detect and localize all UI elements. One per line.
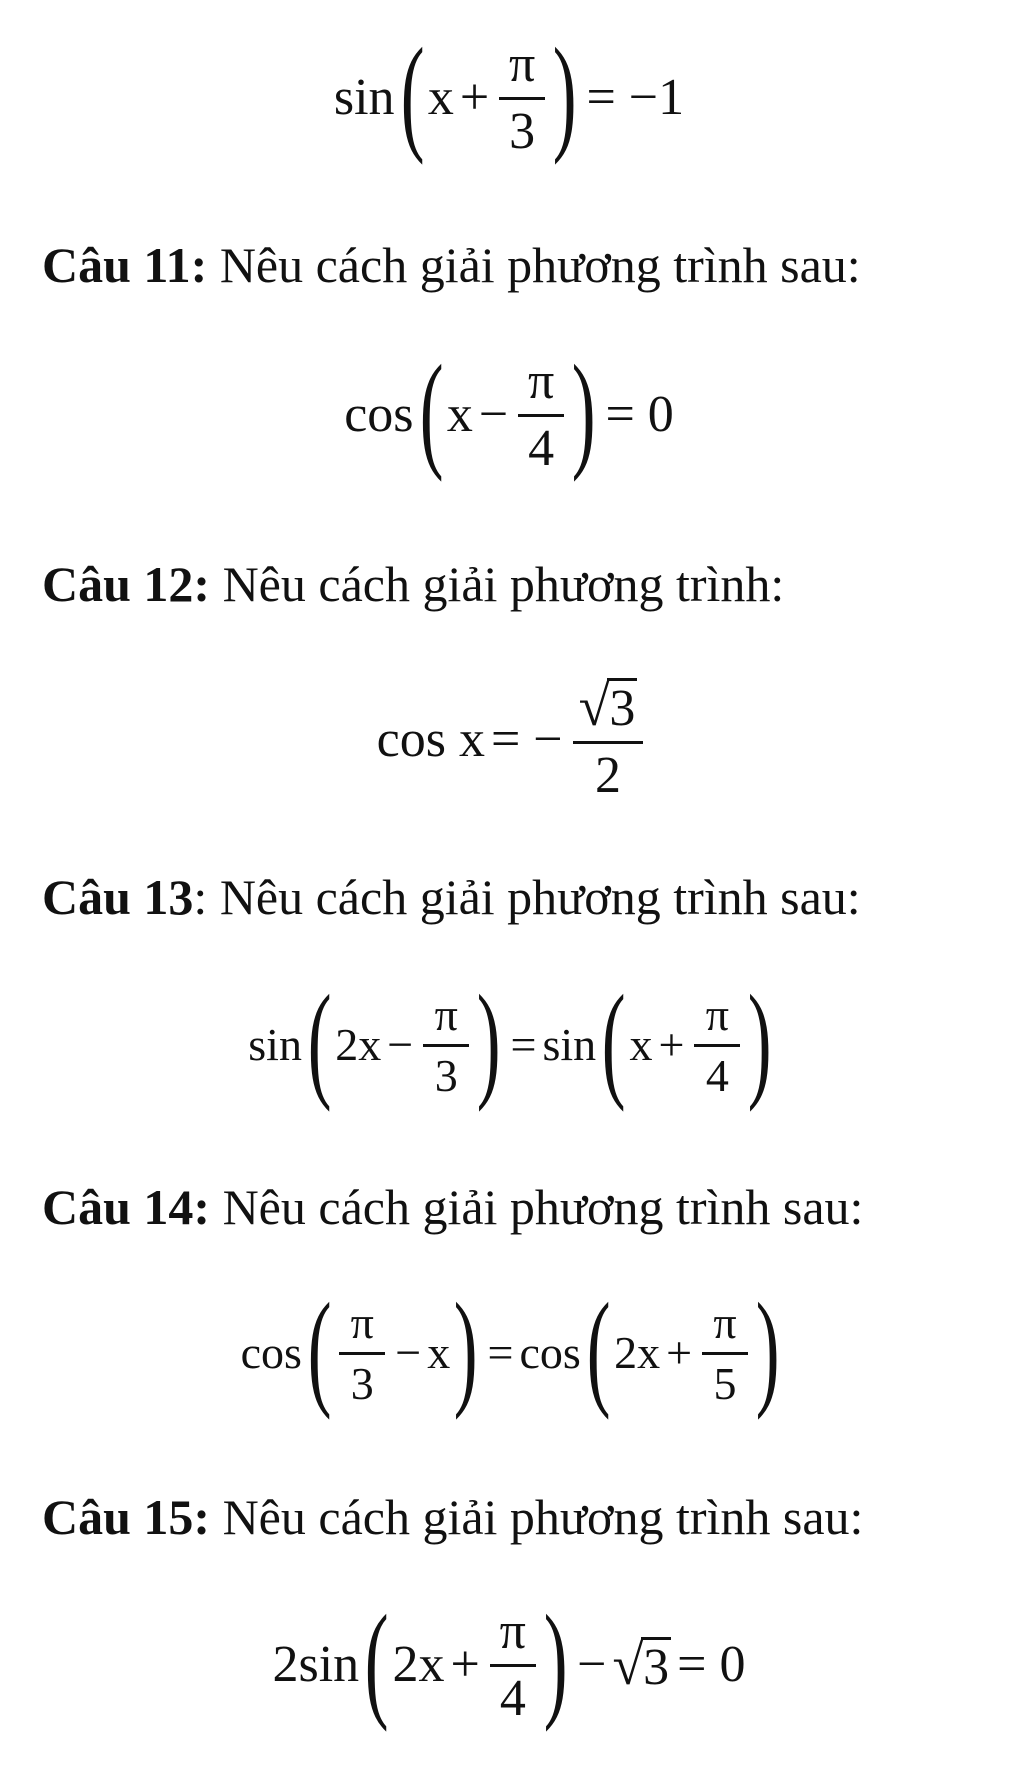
- function-name: cos: [519, 1327, 581, 1378]
- question-label: Câu 14:: [42, 1179, 211, 1235]
- question-label: Câu 12:: [42, 556, 211, 612]
- denominator: 4: [528, 419, 555, 477]
- equation-2sin-2x-plus-pi-4-minus-sqrt3: [0, 1589, 1024, 1735]
- question-14: [42, 1180, 863, 1235]
- fraction: [518, 352, 564, 477]
- question-11: [42, 238, 861, 293]
- equation-sin-x-plus-pi-3: [0, 22, 1024, 168]
- fraction: [499, 35, 545, 160]
- equals-sign: =: [510, 1019, 537, 1070]
- denominator: 2: [594, 747, 621, 804]
- argument: x: [629, 1019, 653, 1070]
- variable: x: [427, 1327, 451, 1378]
- equals-sign: =: [487, 1327, 514, 1378]
- question-label: Câu 13: [42, 869, 194, 925]
- right-paren: ): [552, 22, 577, 166]
- equation-cos-pi-3-minus-x-eq-cos-2x-plus-pi-5: [0, 1277, 1024, 1423]
- fraction: [339, 1296, 385, 1409]
- function-name: cos: [240, 1327, 302, 1378]
- left-paren: (: [586, 1277, 611, 1421]
- square-root: [612, 1634, 671, 1697]
- argument: 2x: [392, 1636, 445, 1693]
- numerator: π: [423, 992, 469, 1047]
- operator: −: [478, 386, 509, 443]
- left-paren: (: [400, 22, 425, 166]
- square-root: [578, 676, 638, 738]
- right-paren: ): [571, 339, 596, 483]
- operator: −: [577, 1636, 607, 1693]
- left-paren: (: [419, 339, 444, 483]
- radical-sign: √: [612, 1634, 644, 1697]
- radicand: 3: [643, 1638, 670, 1696]
- right-paren: ): [748, 969, 772, 1113]
- fraction: [490, 1602, 536, 1727]
- left-paren: (: [364, 1589, 389, 1733]
- right-hand-side: = −1: [586, 69, 685, 126]
- denominator: 5: [713, 1357, 737, 1409]
- question-text: Nêu cách giải phương trình sau:: [207, 237, 861, 293]
- argument: 2x: [335, 1019, 382, 1070]
- question-13: [42, 870, 861, 925]
- question-label: Câu 15:: [42, 1489, 211, 1545]
- fraction: [694, 988, 740, 1101]
- left-hand-side: cos x: [376, 711, 485, 768]
- equation-cos-x-minus-pi-4: [0, 339, 1024, 485]
- left-paren: (: [307, 969, 332, 1113]
- operator: +: [450, 1636, 480, 1693]
- equation-cos-x-minus-sqrt3-over-2: [0, 670, 1024, 810]
- function-name: sin: [248, 1019, 302, 1070]
- function-name: sin: [333, 69, 395, 126]
- question-text: Nêu cách giải phương trình sau:: [210, 1489, 864, 1545]
- numerator: π: [499, 39, 545, 100]
- question-text: Nêu cách giải phương trình:: [210, 556, 785, 612]
- numerator: π: [518, 356, 564, 417]
- left-paren: (: [307, 1277, 332, 1421]
- right-paren: ): [755, 1277, 780, 1421]
- fraction: [702, 1296, 748, 1409]
- equation-sin-2x-minus-pi-3-eq-sin-x-plus-pi-4: [0, 969, 1024, 1115]
- argument: 2x: [614, 1327, 661, 1378]
- radicand: 3: [609, 680, 636, 737]
- right-hand-side: = 0: [677, 1636, 746, 1693]
- radical-sign: √: [578, 676, 610, 738]
- numerator: π: [694, 992, 740, 1047]
- fraction: [423, 988, 469, 1101]
- left-paren: (: [601, 969, 626, 1113]
- operator: +: [459, 69, 490, 126]
- operator: −: [387, 1019, 414, 1070]
- question-text: Nêu cách giải phương trình sau:: [210, 1179, 864, 1235]
- numerator: π: [702, 1300, 748, 1355]
- question-12: [42, 557, 784, 612]
- right-paren: ): [476, 969, 501, 1113]
- right-hand-side: = 0: [605, 386, 674, 443]
- numerator: [573, 678, 644, 744]
- coefficient: 2: [272, 1636, 299, 1693]
- variable: x: [446, 386, 473, 443]
- variable: x: [427, 69, 454, 126]
- function-name: sin: [298, 1636, 360, 1693]
- fraction: [573, 678, 644, 802]
- question-label: Câu 11:: [42, 237, 208, 293]
- denominator: 3: [434, 1049, 458, 1101]
- operator: +: [658, 1019, 685, 1070]
- denominator: 4: [705, 1049, 729, 1101]
- function-name: sin: [542, 1019, 597, 1070]
- numerator: π: [490, 1606, 536, 1667]
- denominator: 3: [350, 1357, 374, 1409]
- question-text: : Nêu cách giải phương trình sau:: [193, 869, 861, 925]
- question-15: [42, 1490, 863, 1545]
- operator: +: [666, 1327, 693, 1378]
- denominator: 4: [499, 1669, 526, 1727]
- function-name: cos: [344, 386, 414, 443]
- operator: −: [395, 1327, 422, 1378]
- equals-minus: = −: [490, 711, 563, 768]
- right-paren: ): [543, 1589, 568, 1733]
- numerator: π: [339, 1300, 385, 1355]
- denominator: 3: [509, 102, 536, 160]
- right-paren: ): [453, 1277, 478, 1421]
